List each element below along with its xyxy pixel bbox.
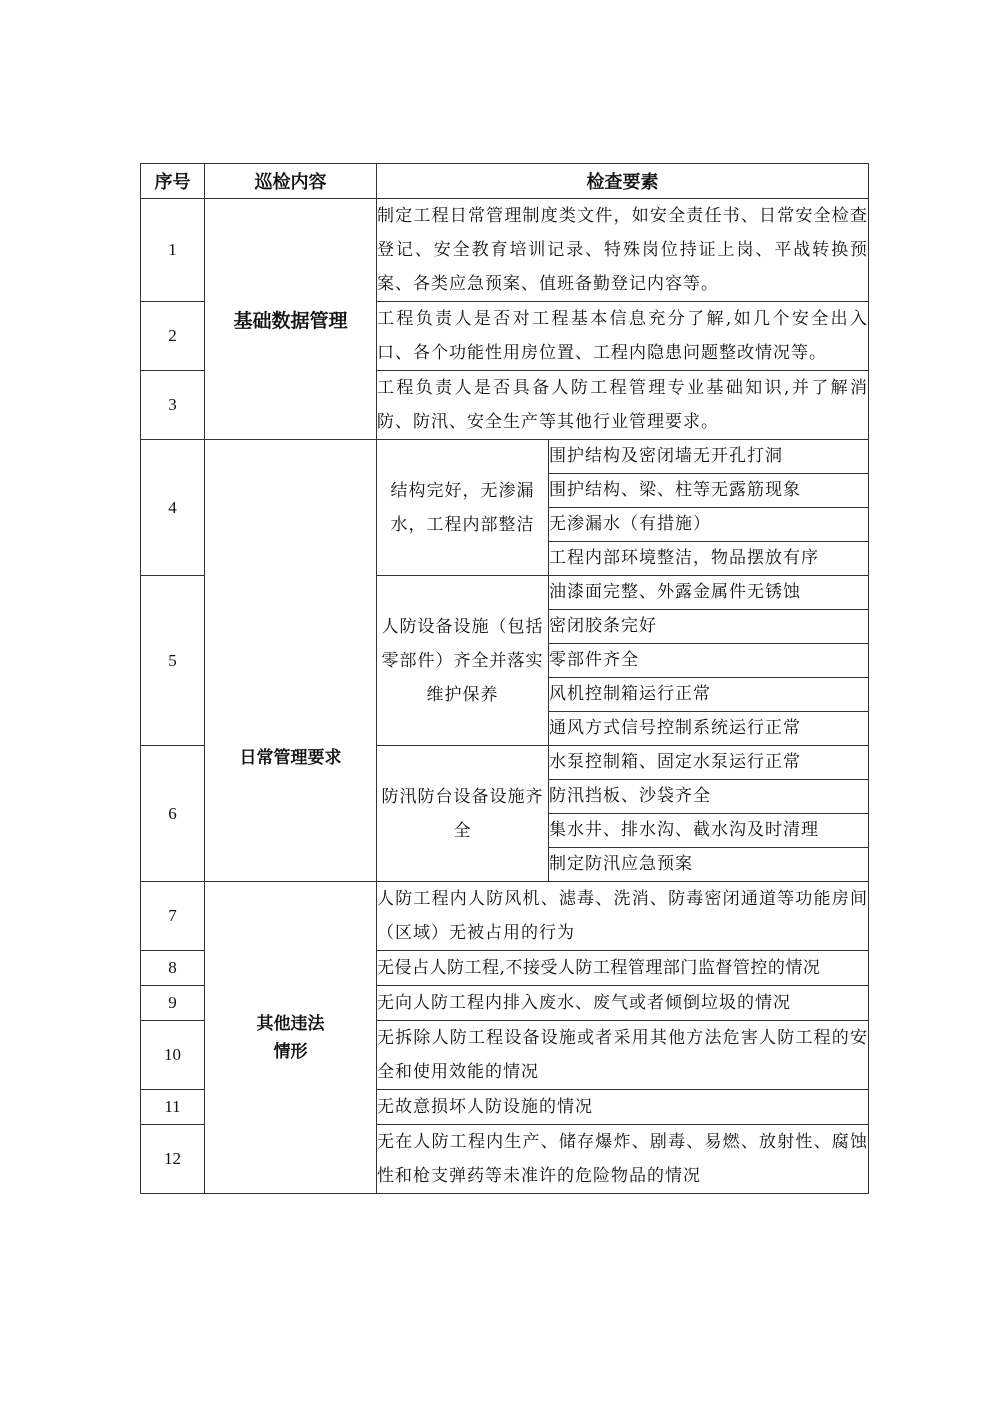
row-number: 8 bbox=[141, 951, 205, 986]
sub-category: 人防设备设施（包括零部件）齐全并落实维护保养 bbox=[377, 576, 549, 746]
row-number: 6 bbox=[141, 746, 205, 882]
check-text: 无侵占人防工程,不接受人防工程管理部门监督管控的情况 bbox=[377, 951, 869, 986]
inspection-table bbox=[140, 163, 869, 1194]
check-item: 防汛挡板、沙袋齐全 bbox=[549, 780, 869, 814]
check-text: 无故意损坏人防设施的情况 bbox=[377, 1090, 869, 1125]
category-other-line1: 其他违法 bbox=[256, 1013, 325, 1034]
category-other-line2: 情形 bbox=[273, 1041, 308, 1062]
check-item: 围护结构及密闭墙无开孔打洞 bbox=[549, 440, 869, 474]
check-item: 通风方式信号控制系统运行正常 bbox=[549, 712, 869, 746]
check-item: 制定防汛应急预案 bbox=[549, 848, 869, 882]
header-content: 巡检内容 bbox=[205, 164, 377, 199]
check-item: 油漆面完整、外露金属件无锈蚀 bbox=[549, 576, 869, 610]
table-row bbox=[141, 440, 869, 474]
row-number: 7 bbox=[141, 882, 205, 951]
sub-category: 防汛防台设备设施齐全 bbox=[377, 746, 549, 882]
header-elements: 检查要素 bbox=[377, 164, 869, 199]
row-number: 11 bbox=[141, 1090, 205, 1125]
table-header-row bbox=[141, 164, 869, 199]
row-number: 4 bbox=[141, 440, 205, 576]
check-text: 工程负责人是否对工程基本信息充分了解,如几个安全出入口、各个功能性用房位置、工程内隐患问题整改情况等。 bbox=[377, 302, 869, 371]
check-item: 集水井、排水沟、截水沟及时清理 bbox=[549, 814, 869, 848]
table-row bbox=[141, 882, 869, 951]
row-number: 10 bbox=[141, 1021, 205, 1090]
check-item: 水泵控制箱、固定水泵运行正常 bbox=[549, 746, 869, 780]
sub-category: 结构完好，无渗漏水，工程内部整洁 bbox=[377, 440, 549, 576]
row-number: 1 bbox=[141, 199, 205, 302]
row-number: 2 bbox=[141, 302, 205, 371]
check-text: 人防工程内人防风机、滤毒、洗消、防毒密闭通道等功能房间（区域）无被占用的行为 bbox=[377, 882, 869, 951]
check-item: 围护结构、梁、柱等无露筋现象 bbox=[549, 474, 869, 508]
table-row bbox=[141, 199, 869, 302]
check-item: 风机控制箱运行正常 bbox=[549, 678, 869, 712]
check-text: 工程负责人是否具备人防工程管理专业基础知识,并了解消防、防汛、安全生产等其他行业管理要求。 bbox=[377, 371, 869, 440]
header-no: 序号 bbox=[141, 164, 205, 199]
check-item: 工程内部环境整洁，物品摆放有序 bbox=[549, 542, 869, 576]
check-text: 无向人防工程内排入废水、废气或者倾倒垃圾的情况 bbox=[377, 986, 869, 1021]
row-number: 12 bbox=[141, 1125, 205, 1194]
check-item: 无渗漏水（有措施） bbox=[549, 508, 869, 542]
row-number: 3 bbox=[141, 371, 205, 440]
check-text: 无在人防工程内生产、储存爆炸、剧毒、易燃、放射性、腐蚀性和枪支弹药等未准许的危险物品的情况 bbox=[377, 1125, 869, 1194]
check-text: 无拆除人防工程设备设施或者采用其他方法危害人防工程的安全和使用效能的情况 bbox=[377, 1021, 869, 1090]
row-number: 5 bbox=[141, 576, 205, 746]
check-item: 密闭胶条完好 bbox=[549, 610, 869, 644]
category-daily: 日常管理要求 bbox=[205, 440, 377, 882]
check-text: 制定工程日常管理制度类文件，如安全责任书、日常安全检查登记、安全教育培训记录、特殊岗位持证上岗、平战转换预案、各类应急预案、值班备勤登记内容等。 bbox=[377, 199, 869, 302]
category-other bbox=[205, 882, 377, 1194]
row-number: 9 bbox=[141, 986, 205, 1021]
check-item: 零部件齐全 bbox=[549, 644, 869, 678]
category-basic: 基础数据管理 bbox=[205, 199, 377, 440]
